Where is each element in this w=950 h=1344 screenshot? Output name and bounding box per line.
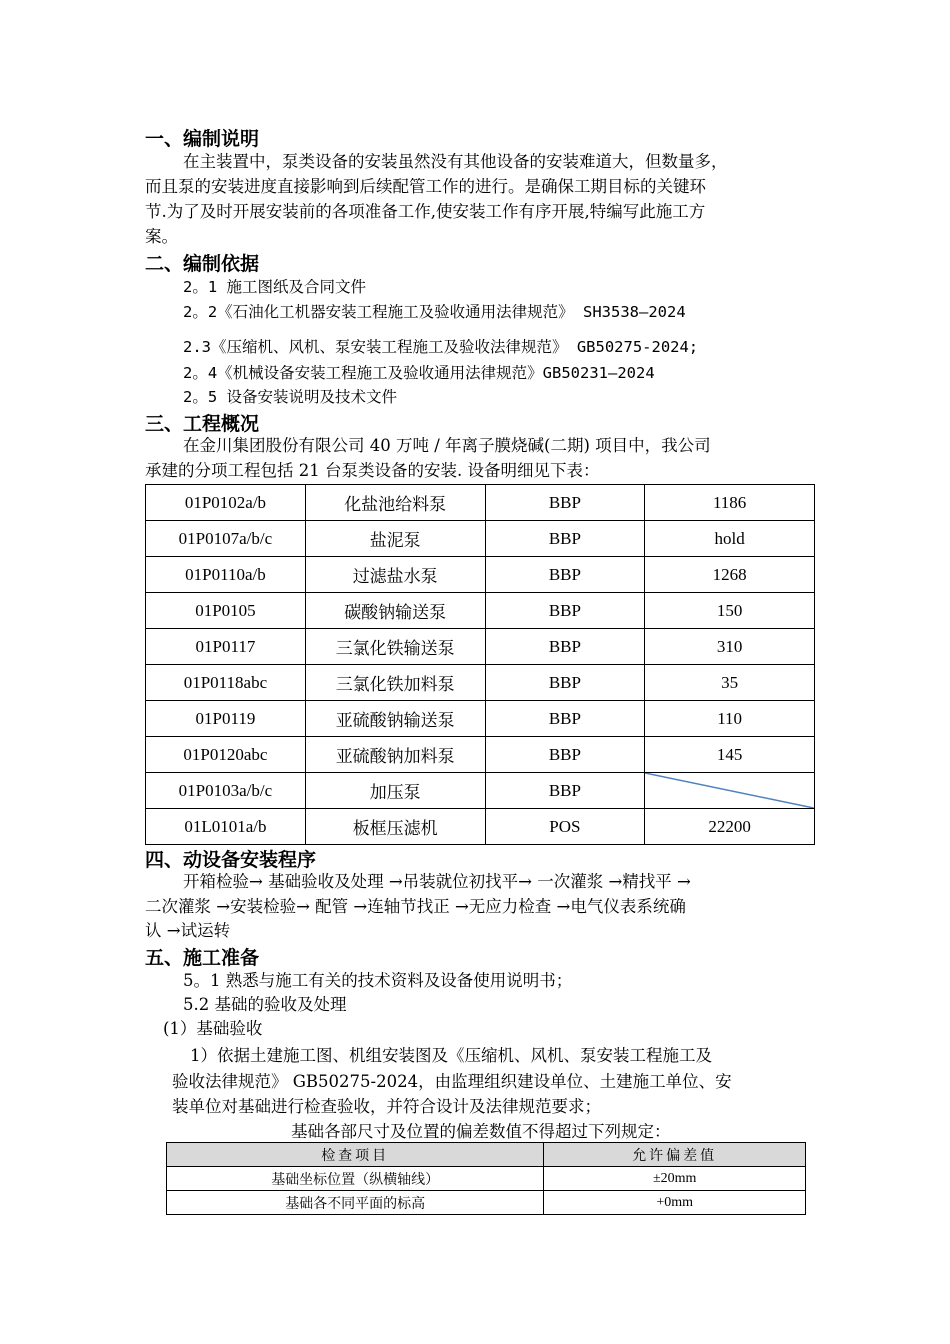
- table-cell: BBP: [485, 701, 645, 737]
- table-cell: 亚硫酸钠输送泵: [305, 701, 485, 737]
- table-cell: 化盐池给料泵: [305, 485, 485, 521]
- diagonal-slash: [645, 773, 814, 808]
- table-cell: ±20mm: [544, 1167, 806, 1191]
- s1-line-3: 节.为了及时开展安装前的各项准备工作,使安装工作有序开展,特编写此施工方: [145, 202, 706, 221]
- section-2-title: 二、编制依据: [145, 253, 260, 275]
- table-row: [146, 593, 815, 629]
- table-cell: 01P0110a/b: [146, 557, 306, 593]
- table-cell: 01P0103a/b/c: [146, 773, 306, 809]
- table-cell: BBP: [485, 593, 645, 629]
- section-5-title: 五、施工准备: [145, 947, 260, 969]
- table-cell: hold: [645, 521, 815, 557]
- s3-line-2: 承建的分项工程包括 21 台泵类设备的安装. 设备明细见下表：: [145, 461, 600, 480]
- table-cell: BBP: [485, 737, 645, 773]
- s5-para-2: 验收法律规范》 GB50275-2024，由监理组织建设单位、土建施工单位、安: [172, 1072, 732, 1091]
- table-row: [146, 701, 815, 737]
- s2-item-2: 2。2《石油化工机器安装工程施工及验收通用法律规范》 SH3538—2024: [183, 303, 686, 321]
- s2-item-1: 2。1 施工图纸及合同文件: [183, 278, 366, 296]
- table-cell: 1268: [645, 557, 815, 593]
- table-cell: 碳酸钠输送泵: [305, 593, 485, 629]
- table-cell: BBP: [485, 773, 645, 809]
- table-cell: 310: [645, 629, 815, 665]
- table-row: [146, 521, 815, 557]
- s3-line-1: 在金川集团股份有限公司 40 万吨 / 年离子膜烧碱(二期) 项目中，我公司: [183, 436, 711, 455]
- section-4-title: 四、动设备安装程序: [145, 849, 317, 871]
- table-row: [146, 557, 815, 593]
- table-cell: 基础坐标位置（纵横轴线）: [167, 1167, 544, 1191]
- table-cell: 亚硫酸钠加料泵: [305, 737, 485, 773]
- table-cell: BBP: [485, 629, 645, 665]
- table-cell: 145: [645, 737, 815, 773]
- table-cell: 01P0102a/b: [146, 485, 306, 521]
- table-cell: 过滤盐水泵: [305, 557, 485, 593]
- table-row: [146, 809, 815, 845]
- table-row: [146, 665, 815, 701]
- table-cell: 基础各不同平面的标高: [167, 1191, 544, 1215]
- table-cell: BBP: [485, 485, 645, 521]
- section-1-title: 一、编制说明: [145, 128, 260, 150]
- s5-para-3: 装单位对基础进行检查验收，并符合设计及法律规范要求；: [172, 1097, 601, 1116]
- table-cell: 35: [645, 665, 815, 701]
- deviation-table-header: [167, 1143, 806, 1167]
- s1-line-1: 在主装置中，泵类设备的安装虽然没有其他设备的安装难道大，但数量多，: [183, 152, 728, 171]
- header-check-item: 检查项目: [167, 1143, 544, 1167]
- table-cell: 01P0107a/b/c: [146, 521, 306, 557]
- s5-item-3: (1）基础验收: [163, 1019, 263, 1038]
- table-cell: 盐泥泵: [305, 521, 485, 557]
- s5-para-1: 1）依据土建施工图、机组安装图及《压缩机、风机、泵安装工程施工及: [190, 1046, 712, 1065]
- table-row: [146, 485, 815, 521]
- table-cell: 22200: [645, 809, 815, 845]
- s4-line-3: 认 →试运转: [145, 921, 231, 940]
- s1-line-2: 而且泵的安装进度直接影响到后续配管工作的进行。是确保工期目标的关键环: [145, 177, 706, 196]
- table-row: [167, 1191, 806, 1215]
- s4-line-1: 开箱检验→ 基础验收及处理 →吊装就位初找平→ 一次灌浆 →精找平 →: [183, 872, 691, 891]
- s2-item-4: 2。4《机械设备安装工程施工及验收通用法律规范》GB50231—2024: [183, 364, 655, 382]
- table-cell: 01P0105: [146, 593, 306, 629]
- table-row: [146, 737, 815, 773]
- table-cell: 01L0101a/b: [146, 809, 306, 845]
- table-cell: 01P0119: [146, 701, 306, 737]
- table-row: [167, 1167, 806, 1191]
- equipment-table: [145, 484, 815, 845]
- s1-line-4: 案。: [145, 227, 178, 246]
- s4-line-2: 二次灌浆 →安装检验→ 配管 →连轴节找正 →无应力检查 →电气仪表系统确: [145, 897, 686, 916]
- s2-item-3: 2.3《压缩机、风机、泵安装工程施工及验收法律规范》 GB50275-2024;: [183, 338, 699, 356]
- table-cell: 1186: [645, 485, 815, 521]
- table-row: [146, 629, 815, 665]
- table-cell: 三氯化铁加料泵: [305, 665, 485, 701]
- deviation-table-caption: 基础各部尺寸及位置的偏差数值不得超过下列规定：: [291, 1122, 671, 1141]
- table-cell: +0mm: [544, 1191, 806, 1215]
- table-cell: 150: [645, 593, 815, 629]
- s2-item-5: 2。5 设备安装说明及技术文件: [183, 388, 397, 406]
- table-cell: 板框压滤机: [305, 809, 485, 845]
- table-cell: 110: [645, 701, 815, 737]
- s5-item-2: 5.2 基础的验收及处理: [183, 995, 347, 1014]
- s5-item-1: 5。1 熟悉与施工有关的技术资料及设备使用说明书；: [183, 971, 573, 990]
- section-3-title: 三、工程概况: [145, 413, 260, 435]
- table-cell: POS: [485, 809, 645, 845]
- table-cell: 01P0120abc: [146, 737, 306, 773]
- table-cell: 01P0118abc: [146, 665, 306, 701]
- deviation-table: [166, 1142, 806, 1215]
- empty-diagonal-cell: [645, 773, 815, 809]
- table-cell: BBP: [485, 665, 645, 701]
- table-row: [146, 773, 815, 809]
- table-cell: 01P0117: [146, 629, 306, 665]
- table-cell: 加压泵: [305, 773, 485, 809]
- table-cell: BBP: [485, 557, 645, 593]
- table-cell: 三氯化铁输送泵: [305, 629, 485, 665]
- table-cell: BBP: [485, 521, 645, 557]
- header-allowed-deviation: 允许偏差值: [544, 1143, 806, 1167]
